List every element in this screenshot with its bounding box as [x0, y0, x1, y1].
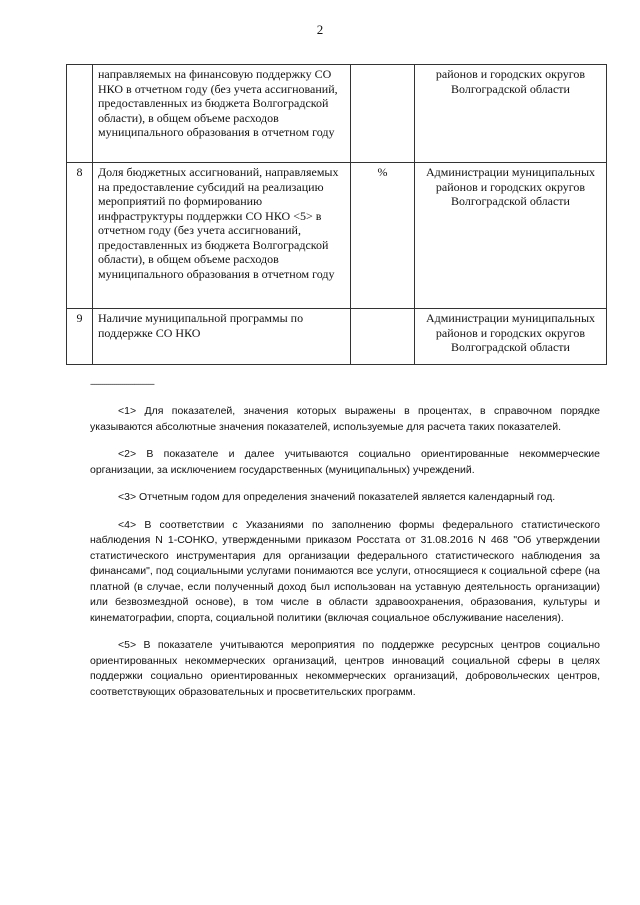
indicators-table	[66, 64, 607, 365]
indicator-name: направляемых на финансовую поддержку СО НКО в отчетном году (без учета ассигнований, предоставленных из бюджета Волгоградской области), в общем объеме расходов муниципального образования в отчетном году	[93, 65, 351, 163]
data-source: Администрации муниципальных районов и городских округов Волгоградской области	[415, 163, 607, 309]
unit	[351, 65, 415, 163]
row-number: 9	[67, 309, 93, 365]
footnote-5: <5> В показателе учитываются мероприятия по поддержке ресурсных центров социально ориентированных некоммерческих организаций, центров инноваций социальной сферы в целях поддержки социально ориентированных некоммерческих организаций, добровольческих центров, соответствующих образовательных и просветительских программ.	[90, 639, 600, 698]
row-number	[67, 65, 93, 163]
footnote-2: <2> В показателе и далее учитываются социально ориентированные некоммерческие организации, за исключением государственных (муниципальных) учреждений.	[90, 448, 600, 476]
indicator-name: Наличие муниципальной программы по поддержке СО НКО	[93, 309, 351, 365]
data-source: Администрации муниципальных районов и городских округов Волгоградской области	[415, 309, 607, 365]
data-source: районов и городских округов Волгоградской области	[415, 65, 607, 163]
footnote-1: <1> Для показателей, значения которых выражены в процентах, в справочном порядке указываются абсолютные значения показателей, используемые для расчета таких показателей.	[90, 405, 600, 433]
row-number: 8	[67, 163, 93, 309]
footnotes	[90, 378, 600, 712]
indicator-name: Доля бюджетных ассигнований, направляемых на предоставление субсидий на реализацию мероприятий по формированию инфраструктуры поддержки СО НКО <5> в отчетном году (без учета ассигнований, предоставленных из бюджета Волгоградской области), в общем объеме расходов муниципального образования в отчетном году	[93, 163, 351, 309]
table-row	[67, 309, 607, 365]
page-number: 2	[316, 22, 324, 37]
table-row	[67, 65, 607, 163]
footnote-3: <3> Отчетным годом для определения значений показателей является календарный год.	[118, 491, 556, 503]
unit: %	[351, 163, 415, 309]
table-row	[67, 163, 607, 309]
footnote-4: <4> В соответствии с Указаниями по заполнению формы федерального статистического наблюдения N 1-СОНКО, утвержденными приказом Росстата от 31.08.2016 N 468 "Об утверждении статистического инструментария для организации федерального статистического наблюдения за финансами", под социальными услугами понимаются все услуги, относящиеся к социальной сфере (на платной (в случае, если полученный доход был использован на уставную деятельность организации) или безвозмездной основе), в том числе в области здравоохранения, образования, культуры и кинематографии, спорта, социальной политики (включая социальное обслуживание населения).	[90, 518, 600, 624]
footnote-separator: --------------------------------	[90, 379, 154, 389]
unit	[351, 309, 415, 365]
